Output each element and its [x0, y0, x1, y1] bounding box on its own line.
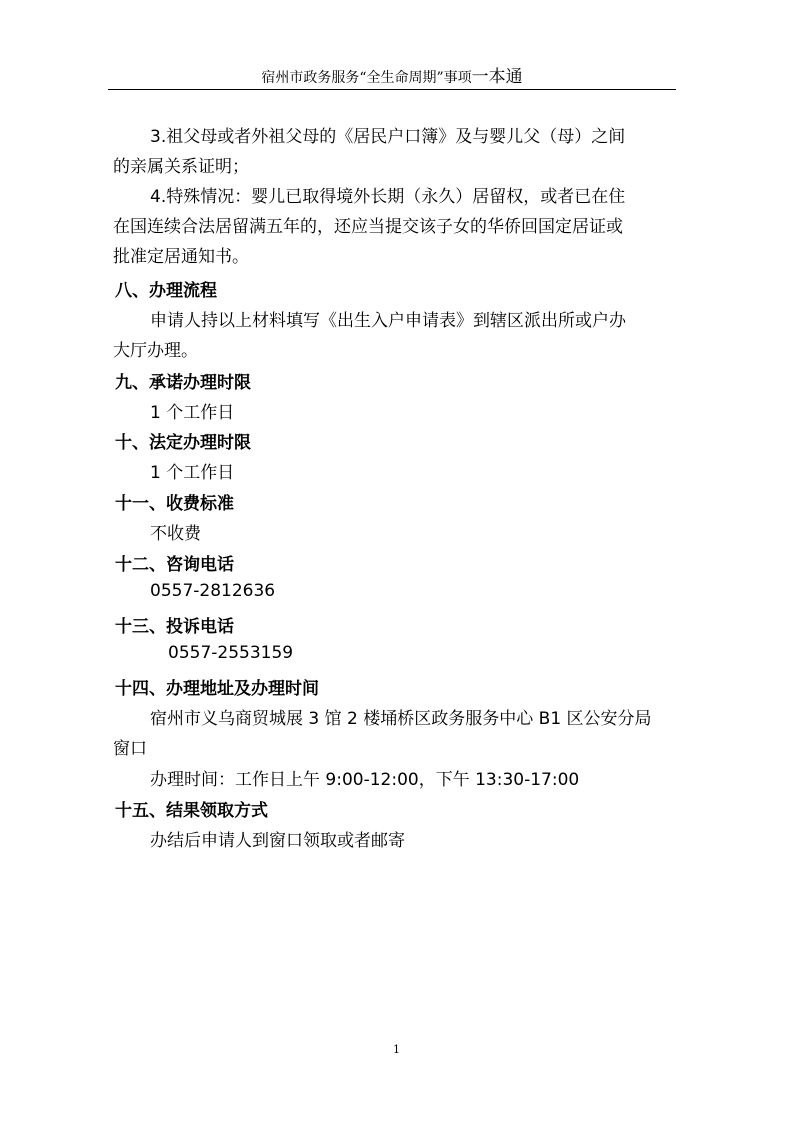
section-body-15: 办结后申请人到窗口领取或者邮寄	[150, 831, 405, 851]
section-heading-9: 九、承诺办理时限	[115, 373, 251, 393]
section-heading-10: 十、法定办理时限	[115, 433, 251, 453]
section-body-8: 大厅办理。	[113, 341, 198, 361]
section-heading-8: 八、办理流程	[115, 281, 217, 301]
office-hours: 办理时间：工作日上午 9:00-12:00，下午 13:30-17:00	[150, 770, 580, 790]
phone-consult: 0557-2812636	[150, 581, 276, 601]
section-body-10: 1 个工作日	[150, 463, 235, 483]
body-line: 3.祖父母或者外祖父母的《居民户口簿》及与婴儿父（母）之间	[150, 127, 626, 147]
section-body-8: 申请人持以上材料填写《出生入户申请表》到辖区派出所或户办	[150, 311, 626, 331]
address-line: 宿州市义乌商贸城展 3 馆 2 楼埇桥区政务服务中心 B1 区公安分局	[150, 709, 652, 729]
address-line: 窗口	[113, 739, 147, 759]
body-line: 批准定居通知书。	[113, 247, 249, 267]
section-body-9: 1 个工作日	[150, 403, 235, 423]
section-heading-14: 十四、办理地址及办理时间	[115, 679, 319, 699]
section-heading-11: 十一、收费标准	[115, 494, 234, 514]
section-heading-12: 十二、咨询电话	[115, 555, 234, 575]
page-header	[108, 62, 676, 90]
body-line: 4.特殊情况：婴儿已取得境外长期（永久）居留权，或者已在住	[150, 187, 626, 207]
header-prefix: 宿州市政务服务“全生命周期”事项	[261, 70, 472, 86]
header-suffix: 一本通	[471, 67, 523, 87]
page-number: 1	[393, 1043, 400, 1056]
section-body-11: 不收费	[150, 524, 201, 544]
section-heading-13: 十三、投诉电话	[115, 617, 234, 637]
section-heading-15: 十五、结果领取方式	[115, 801, 268, 821]
body-line: 在国连续合法居留满五年的，还应当提交该子女的华侨回国定居证或	[113, 217, 623, 237]
body-line: 的亲属关系证明；	[113, 157, 249, 177]
phone-complaint: 0557-2553159	[168, 643, 294, 663]
